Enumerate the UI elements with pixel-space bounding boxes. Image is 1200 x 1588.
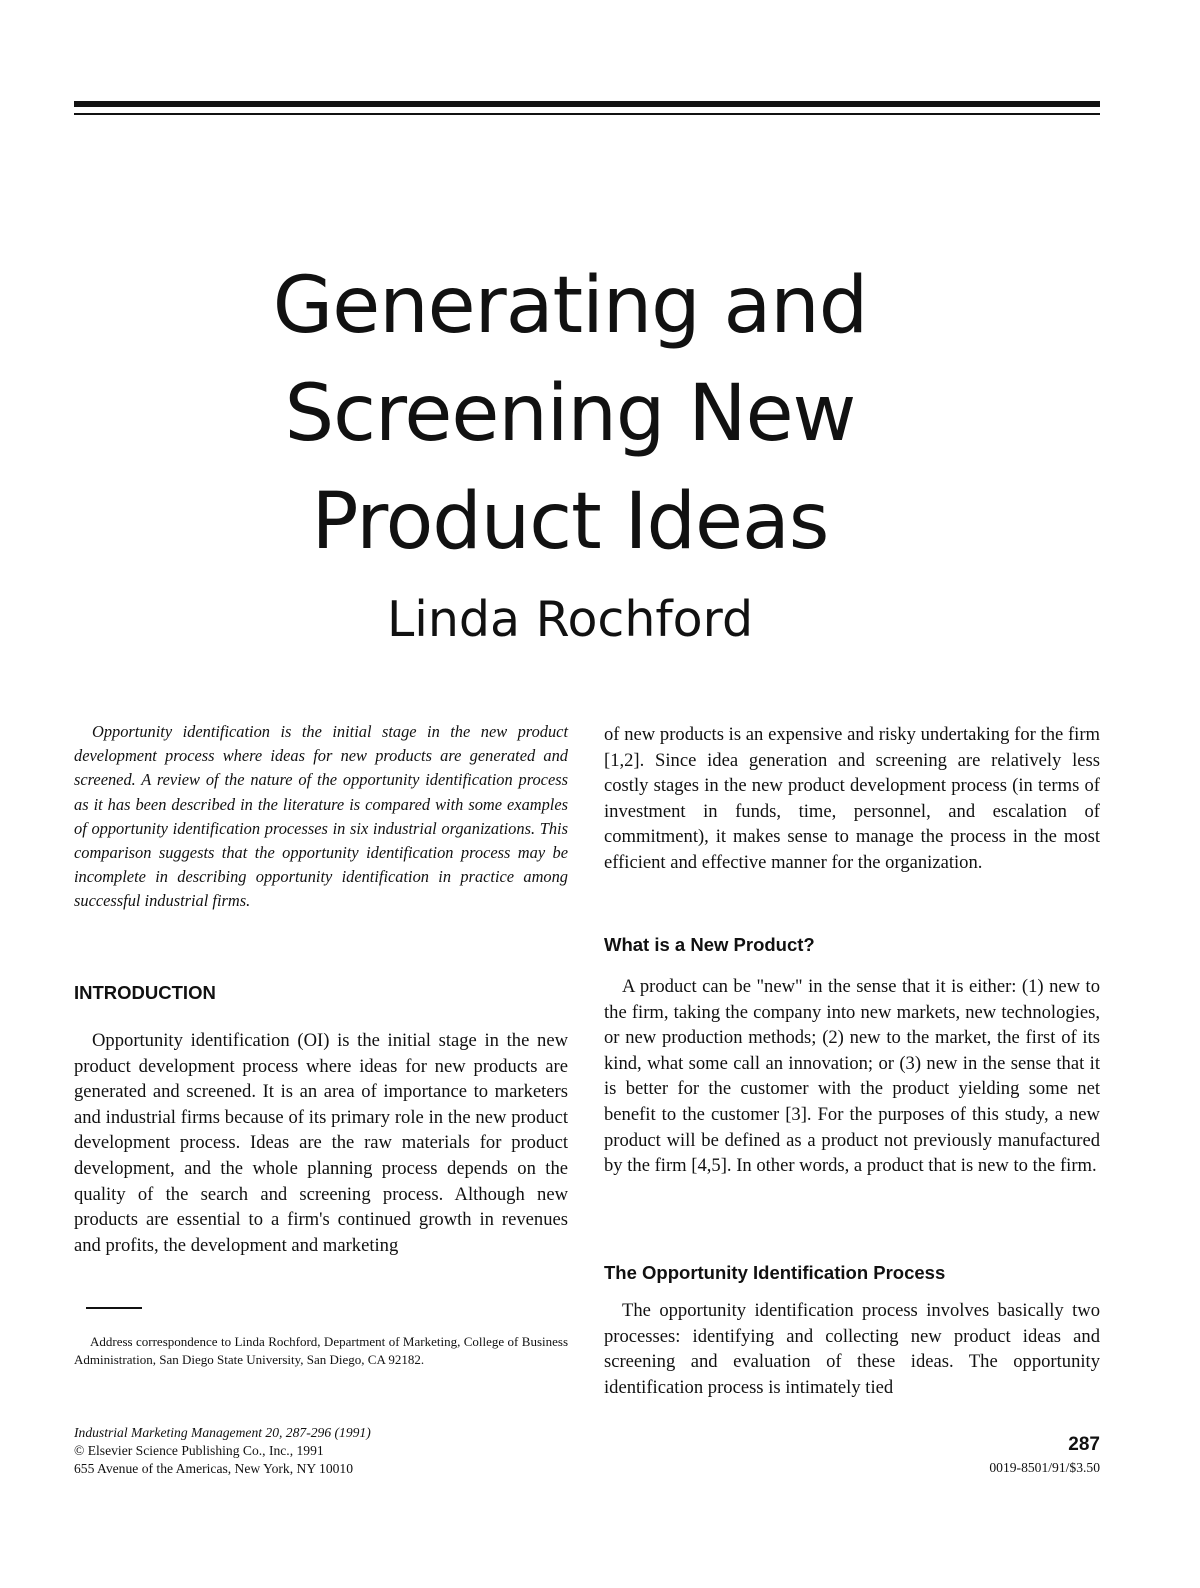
correspondence-footnote: Address correspondence to Linda Rochford, Department of Marketing, College of Business Administration, San Diego State University, San Diego, CA 92182. bbox=[74, 1334, 568, 1367]
oi-process-heading: The Opportunity Identification Process bbox=[604, 1262, 946, 1283]
footnote-rule bbox=[86, 1307, 142, 1309]
author-name: Linda Rochford bbox=[386, 591, 754, 648]
header-rule-thick bbox=[74, 101, 1100, 107]
page-number: 287 bbox=[1068, 1434, 1100, 1455]
introduction-paragraph-block bbox=[74, 1028, 568, 1258]
abstract: Opportunity identification is the initial stage in the new product development process where ideas for new products are generated and screened. A review of the nature of the opportunity identification process as it has been described in the literature is compared with some examples of opportunity identification processes in six industrial organizations. This comparison suggests that the opportunity identification process may be incomplete in describing opportunity identification in practice among successful industrial firms. bbox=[74, 722, 568, 911]
oi-process-paragraph: The opportunity identification process involves basically two processes: identifying and collecting new product ideas and screening and evaluation of these ideas. The opportunity identification process is intimately tied bbox=[604, 1300, 1100, 1398]
publisher-address: 655 Avenue of the Americas, New York, NY 10010 bbox=[74, 1460, 354, 1476]
introduction-heading: INTRODUCTION bbox=[74, 982, 216, 1003]
article-title bbox=[150, 252, 990, 576]
continuation-paragraph: of new products is an expensive and risky undertaking for the firm [1,2]. Since idea generation and screening are relatively less costly stages in the new product development process (in terms of investment in funds, time, personnel, and escalation of commitment), it makes sense to manage the process in the most efficient and effective manner for the organization. bbox=[604, 724, 1100, 873]
new-product-section bbox=[604, 974, 1100, 1179]
issn-code: 0019-8501/91/$3.50 bbox=[989, 1460, 1100, 1475]
new-product-heading: What is a New Product? bbox=[604, 934, 815, 955]
right-column-continuation bbox=[604, 722, 1100, 876]
journal-citation bbox=[74, 1424, 554, 1477]
title-line-2: Screening New bbox=[284, 369, 856, 459]
journal-line: Industrial Marketing Management 20, 287-296 (1991) bbox=[74, 1425, 371, 1440]
introduction-paragraph: Opportunity identification (OI) is the initial stage in the new product development process where ideas for new products are generated and screened. It is an area of importance to marketers and industrial firms because of its primary role in the new product development process. Ideas are the raw materials for product development, and the whole planning process depends on the quality of the search and screening process. Although new products are essential to a firm's continued growth in revenues and profits, the development and marketing bbox=[74, 1030, 568, 1256]
header-rule-thin bbox=[74, 113, 1100, 115]
title-line-1: Generating and bbox=[272, 261, 868, 351]
new-product-paragraph: A product can be "new" in the sense that it is either: (1) new to the firm, taking the company into new markets, new technologies, or new production methods; (2) new to the market, the first of its kind, what some call an innovation; or (3) new in the sense that it is better for the customer with the product yielding some net benefit to the customer [3]. For the purposes of this study, a new product will be defined as a product not previously manufactured by the firm [4,5]. In other words, a product that is new to the firm. bbox=[604, 976, 1100, 1177]
copyright-line: © Elsevier Science Publishing Co., Inc., 1991 bbox=[74, 1442, 324, 1458]
oi-process-section bbox=[604, 1298, 1100, 1400]
title-line-3: Product Ideas bbox=[311, 477, 829, 567]
